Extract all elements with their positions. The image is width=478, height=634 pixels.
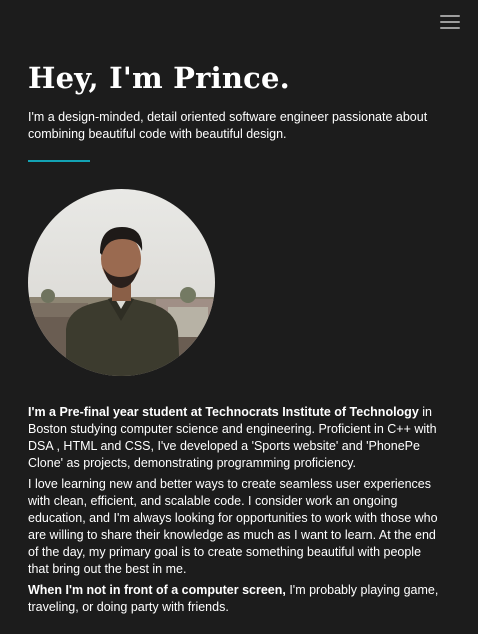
bio-highlight: When I'm not in front of a computer screen, xyxy=(28,583,286,597)
accent-divider xyxy=(28,160,90,162)
intro-text: I'm a design-minded, detail oriented software engineer passionate about combining beautiful code with beautiful design. xyxy=(28,110,428,141)
hamburger-menu-icon xyxy=(439,12,461,32)
bio-text: I'm probably playing game, traveling, or doing party with friends. xyxy=(28,583,439,614)
menu-button[interactable] xyxy=(439,12,461,32)
bio-paragraph xyxy=(28,404,444,472)
profile-photo xyxy=(28,189,215,376)
page-title: Hey, I'm Prince. xyxy=(28,61,290,95)
bio-text: in Boston studying computer science and engineering. Proficient in C++ with DSA , HTML and CSS, I've developed a 'Sports website' and 'PhonePe Clone' as projects, demonstrating programming proficiency. xyxy=(28,405,437,470)
bio-highlight: I'm a Pre-final year student at Technocrats Institute of Technology xyxy=(28,405,419,419)
bio-paragraph xyxy=(28,582,444,616)
bio-section xyxy=(28,404,444,620)
bio-paragraph: I love learning new and better ways to create seamless user experiences with clean, efficient, and scalable code. I consider work an ongoing education, and I'm always looking for opportunities to work with those who are willing to share their knowledge as much as I want to learn. At the end of the day, my primary goal is to create something beautiful with people that bring out the best in me. xyxy=(28,477,438,576)
